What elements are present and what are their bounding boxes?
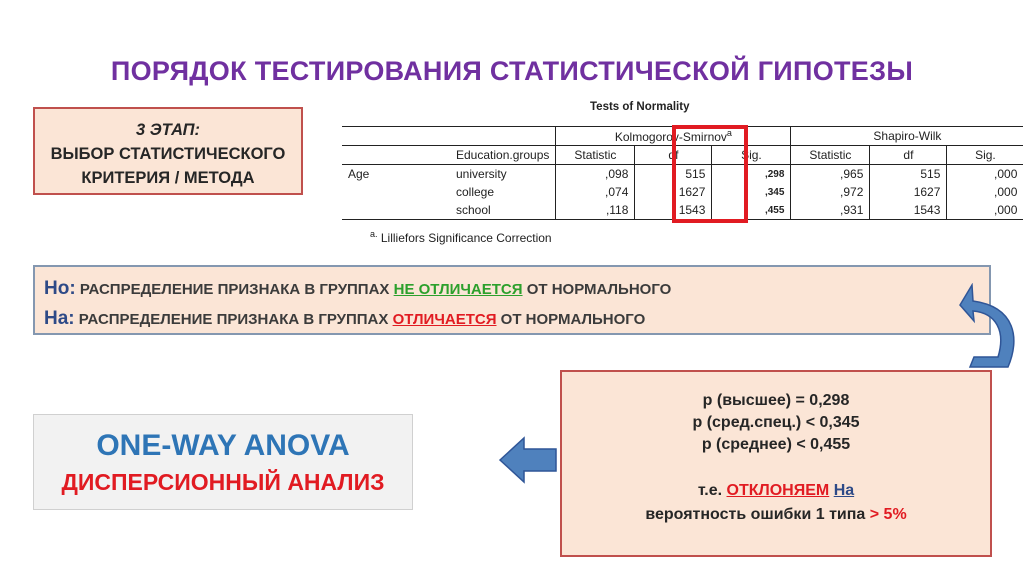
result-box — [560, 370, 992, 557]
table-cell-empty — [404, 127, 556, 146]
p-value-secondary: p (среднее) < 0,455 — [701, 436, 851, 453]
page-title: ПОРЯДОК ТЕСТИРОВАНИЯ СТАТИСТИЧЕСКОЙ ГИПОТЕЗЫ — [110, 56, 914, 86]
table-cell-empty — [342, 183, 404, 201]
sw-group-header: Shapiro-Wilk — [791, 127, 1024, 146]
method-subtitle: ДИСПЕРСИОННЫЙ АНАЛИЗ — [61, 469, 385, 495]
row-group: university — [456, 167, 507, 181]
cell-sw-sig: ,000 — [947, 183, 1024, 201]
p-value-vocational: p (сред.спец.) < 0,345 — [692, 414, 860, 431]
conclusion-highlight: ОТКЛОНЯЕМ — [726, 482, 830, 499]
col-header-sw-df: df — [870, 146, 947, 165]
cell-ks-df: 1543 — [635, 201, 712, 220]
cell-ks-sig: ,345 — [712, 183, 791, 201]
ha-post-text: ОТ НОРМАЛЬНОГО — [500, 311, 646, 328]
cell-ks-df: 1627 — [635, 183, 712, 201]
cell-sw-stat: ,931 — [791, 201, 870, 220]
table-cell-empty — [342, 146, 404, 165]
footnote-mark: a. — [370, 229, 378, 239]
error-line — [562, 506, 990, 524]
null-hypothesis — [44, 274, 989, 304]
ha-pre-text: РАСПРЕДЕЛЕНИЕ ПРИЗНАКА В ГРУППАХ — [78, 311, 389, 328]
conclusion-pre: т.е. — [697, 482, 723, 499]
p-value-higher: p (высшее) = 0,298 — [702, 392, 850, 409]
ks-group-label: Kolmogorov-Smirnov — [614, 130, 727, 144]
cell-sw-df: 1627 — [870, 183, 947, 201]
h0-highlight: НЕ ОТЛИЧАЕТСЯ — [393, 281, 523, 298]
footnote-text: Lilliefors Significance Correction — [380, 231, 552, 245]
stage-line-3: КРИТЕРИЯ / МЕТОДА — [81, 169, 255, 187]
conclusion-target: На — [833, 482, 855, 499]
method-box — [33, 414, 413, 510]
cell-sw-stat: ,972 — [791, 183, 870, 201]
table-cell-empty — [342, 127, 404, 146]
cell-sw-df: 515 — [870, 165, 947, 184]
row-variable-label: Age — [348, 167, 370, 181]
cell-sw-sig: ,000 — [947, 165, 1024, 184]
table-footnote — [370, 229, 552, 245]
hypotheses-box — [33, 265, 991, 335]
error-value: > 5% — [869, 506, 907, 523]
col-header-ks-statistic: Statistic — [556, 146, 635, 165]
cell-ks-stat: ,074 — [556, 183, 635, 201]
ks-superscript: a — [726, 128, 732, 138]
curved-arrow-icon — [958, 283, 1020, 369]
cell-ks-sig: ,455 — [712, 201, 791, 220]
col-header-group: Education.groups — [456, 148, 550, 162]
alternative-hypothesis — [44, 304, 989, 334]
h0-pre-text: РАСПРЕДЕЛЕНИЕ ПРИЗНАКА В ГРУППАХ — [79, 281, 390, 298]
col-header-ks-sig: Sig. — [712, 146, 791, 165]
cell-sw-df: 1543 — [870, 201, 947, 220]
h0-label: Ho: — [44, 278, 76, 299]
cell-sw-stat: ,965 — [791, 165, 870, 184]
stage-number: 3 ЭТАП: — [136, 121, 200, 139]
cell-ks-stat: ,098 — [556, 165, 635, 184]
row-group: school — [456, 203, 491, 217]
cell-ks-df: 515 — [635, 165, 712, 184]
ha-highlight: ОТЛИЧАЕТСЯ — [392, 311, 497, 328]
ha-label: На: — [44, 308, 75, 329]
cell-ks-stat: ,118 — [556, 201, 635, 220]
sig-highlight-frame — [672, 125, 748, 223]
cell-ks-sig: ,298 — [712, 165, 791, 184]
method-title: ONE-WAY ANOVA — [96, 429, 350, 462]
error-text: вероятность ошибки 1 типа — [645, 506, 866, 523]
stage-box — [33, 107, 303, 195]
h0-post-text: ОТ НОРМАЛЬНОГО — [526, 281, 672, 298]
normality-table-title: Tests of Normality — [590, 101, 690, 113]
col-header-ks-df: df — [635, 146, 712, 165]
conclusion-line — [562, 482, 990, 500]
stage-line-2: ВЫБОР СТАТИСТИЧЕСКОГО — [50, 145, 286, 163]
arrow-left-icon — [498, 436, 558, 484]
cell-sw-sig: ,000 — [947, 201, 1024, 220]
table-cell-empty — [342, 201, 404, 220]
row-group: college — [456, 185, 495, 199]
col-header-sw-statistic: Statistic — [791, 146, 870, 165]
col-header-sw-sig: Sig. — [947, 146, 1024, 165]
